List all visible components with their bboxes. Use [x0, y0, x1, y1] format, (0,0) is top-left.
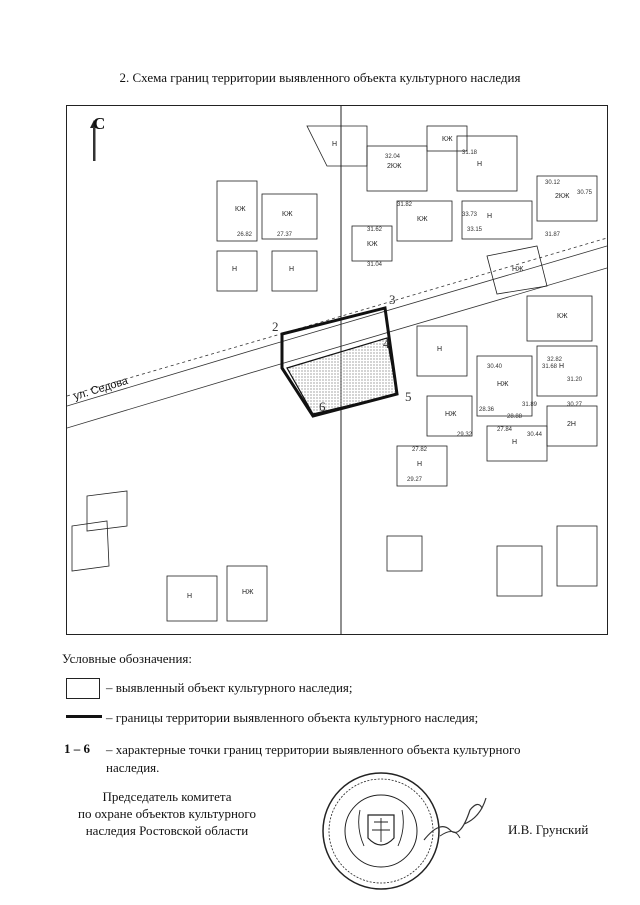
building-label: Н	[332, 141, 338, 148]
building-label: 2Н	[567, 421, 576, 428]
elevation-label: 31.18	[462, 150, 478, 156]
signatory-name: И.В. Грунский	[508, 822, 589, 837]
elevation-label: 30.75	[577, 190, 593, 196]
elevation-label: 31.62	[367, 227, 383, 233]
signatory-title	[56, 788, 278, 839]
elevation-label: 31.87	[545, 232, 561, 238]
north-label: С	[93, 114, 106, 133]
legend-title: Условные обозначения:	[62, 651, 193, 666]
elevation-label: 33.73	[462, 212, 478, 218]
document-title: 2. Схема границ территории выявленного объекта культурного наследия	[119, 70, 521, 85]
building-label: Н	[487, 213, 493, 220]
building-label: 2КЖ	[387, 163, 402, 170]
elevation-label: 33.15	[467, 227, 483, 233]
legend-boundary-symbol	[66, 715, 102, 718]
elevation-label: 31.68	[542, 364, 558, 370]
signatory-line: Председатель комитета	[102, 789, 232, 804]
signatory-line: по охране объектов культурного	[78, 806, 256, 821]
elevation-label: 32.82	[547, 357, 563, 363]
building-label: НЖ	[242, 589, 254, 596]
building-label: Н	[417, 461, 423, 468]
building-label: 2КЖ	[555, 193, 570, 200]
elevation-label: 28.36	[479, 407, 495, 413]
street-label: ул. Седова	[72, 375, 130, 403]
cadastral-map	[66, 105, 608, 635]
building-label: КЖ	[557, 313, 568, 320]
legend-points-text: – характерные точки границ территории выявленного объекта культурного наследия.	[106, 742, 521, 775]
building-label: Н	[437, 346, 443, 353]
point-label: 5	[405, 389, 412, 404]
handwritten-signature-icon	[420, 790, 490, 850]
elevation-label: 30.40	[487, 364, 503, 370]
building-label: КЖ	[282, 211, 293, 218]
legend-object-text: – выявленный объект культурного наследия;	[106, 680, 353, 695]
signatory-line: наследия Ростовской области	[85, 823, 249, 838]
point-label: 3	[389, 292, 396, 307]
elevation-label: 27.82	[412, 447, 428, 453]
building-label: Н	[559, 363, 565, 370]
point-label: 6	[319, 399, 326, 414]
building-label: Н	[187, 593, 193, 600]
elevation-label: 27.37	[277, 232, 293, 238]
elevation-label: 31.89	[522, 402, 538, 408]
elevation-label: 30.27	[567, 402, 583, 408]
elevation-label: 31.82	[397, 202, 413, 208]
map-drawing	[67, 106, 607, 634]
building-label: КЖ	[235, 206, 246, 213]
building-label: Н	[289, 266, 295, 273]
elevation-label: 30.44	[527, 432, 543, 438]
building-label: Н	[232, 266, 238, 273]
building-label: Н	[477, 161, 483, 168]
buildings-lower	[72, 296, 597, 621]
buildings-upper	[217, 126, 597, 294]
elevation-label: 31.20	[567, 377, 583, 383]
elevation-label: 32.04	[385, 154, 401, 160]
point-label: 2	[272, 319, 279, 334]
elevation-label: 26.82	[237, 232, 253, 238]
building-label: НЖ	[512, 266, 524, 273]
building-label: КЖ	[417, 216, 428, 223]
elevation-label: 31.04	[367, 262, 383, 268]
elevation-label: 27.84	[497, 427, 513, 433]
elevation-label: 30.12	[545, 180, 561, 186]
building-label: КЖ	[367, 241, 378, 248]
elevation-label: 29.27	[407, 477, 423, 483]
building-label: НЖ	[497, 381, 509, 388]
legend-points-key: 1 – 6	[64, 741, 90, 756]
building-label: НЖ	[445, 411, 457, 418]
building-label: Н	[512, 439, 518, 446]
legend-boundary-text: – границы территории выявленного объекта культурного наследия;	[106, 710, 479, 725]
building-label: КЖ	[442, 136, 453, 143]
elevation-label: 28.88	[507, 414, 523, 420]
point-label: 4	[383, 336, 390, 351]
legend-object-symbol	[66, 678, 100, 699]
elevation-label: 29.32	[457, 432, 473, 438]
